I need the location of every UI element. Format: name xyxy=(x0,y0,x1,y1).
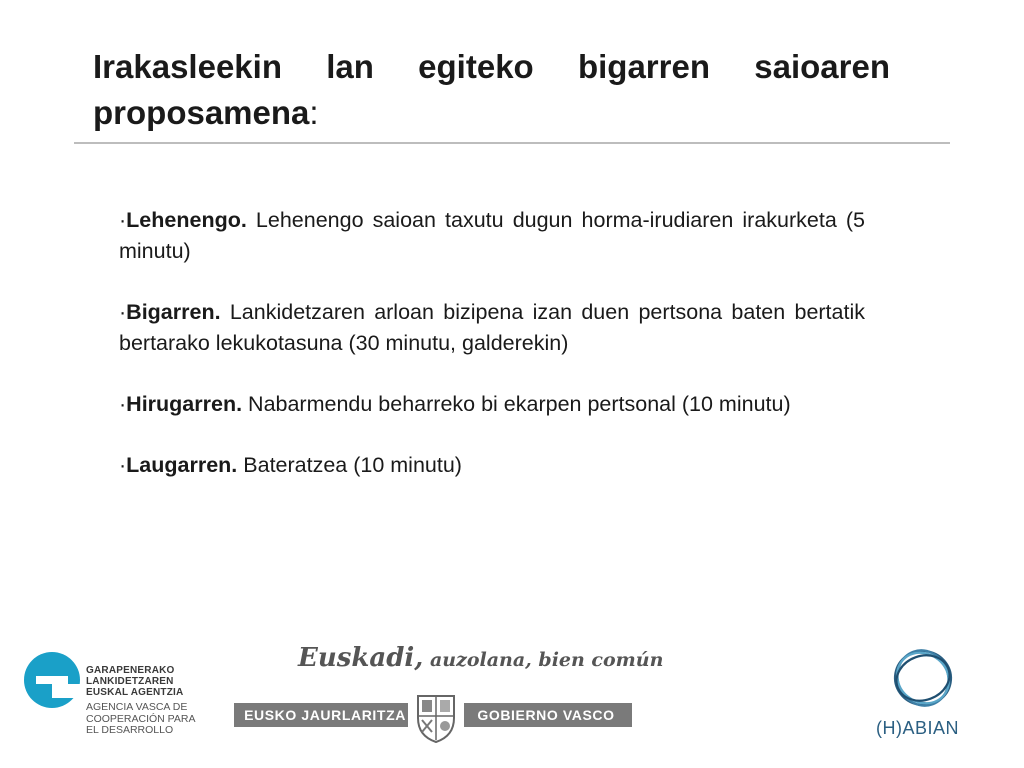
habian-logo-text: (H)ABIAN xyxy=(876,718,960,738)
list-item xyxy=(119,205,865,267)
item-label: Laugarren. xyxy=(126,453,238,477)
agency-line: EUSKAL AGENTZIA xyxy=(86,687,184,698)
list-item xyxy=(119,450,865,481)
government-name-es: GOBIERNO VASCO xyxy=(477,707,615,723)
title-divider xyxy=(74,142,950,144)
item-text: Nabarmendu beharreko bi ekarpen pertsonal (10 minutu) xyxy=(242,392,791,416)
item-label: Hirugarren. xyxy=(126,392,243,416)
euskadi-slogan xyxy=(298,643,664,673)
item-text: Lehenengo saioan taxutu dugun horma-irudiaren irakurketa (5 minutu) xyxy=(119,208,865,263)
bullet: · xyxy=(119,392,127,416)
bullet: · xyxy=(119,300,127,324)
bullet: · xyxy=(119,208,127,232)
coat-of-arms-icon xyxy=(408,688,464,744)
habian-ring-icon xyxy=(890,645,956,711)
agency-line: AGENCIA VASCA DE xyxy=(86,701,188,713)
slogan-main: Euskadi, xyxy=(298,643,424,673)
list-item xyxy=(119,297,865,359)
agency-e-logo-icon xyxy=(22,650,82,710)
agenda-list xyxy=(119,205,865,511)
agency-line: EL DESARROLLO xyxy=(86,724,174,736)
item-label: Lehenengo. xyxy=(126,208,247,232)
list-item xyxy=(119,389,865,420)
item-label: Bigarren. xyxy=(126,300,221,324)
agency-logo-text xyxy=(86,665,206,737)
slogan-rest: auzolana, bien común xyxy=(423,649,664,671)
title-colon: : xyxy=(309,94,319,131)
slide-title xyxy=(93,44,890,136)
bullet: · xyxy=(119,453,127,477)
item-text: Lankidetzaren arloan bizipena izan duen pertsona baten bertatik bertarako lekukotasuna (30 minutu, galderekin) xyxy=(119,300,865,355)
item-text: Bateratzea (10 minutu) xyxy=(237,453,462,477)
agency-line: COOPERACIÓN PARA xyxy=(86,712,196,725)
agency-line: GARAPENERAKO xyxy=(86,665,175,676)
title-text: Irakasleekin lan egiteko bigarren saioaren proposamena xyxy=(93,48,890,131)
government-name-eu: EUSKO JAURLARITZA xyxy=(244,707,406,723)
agency-line: LANKIDETZAREN xyxy=(86,676,174,687)
